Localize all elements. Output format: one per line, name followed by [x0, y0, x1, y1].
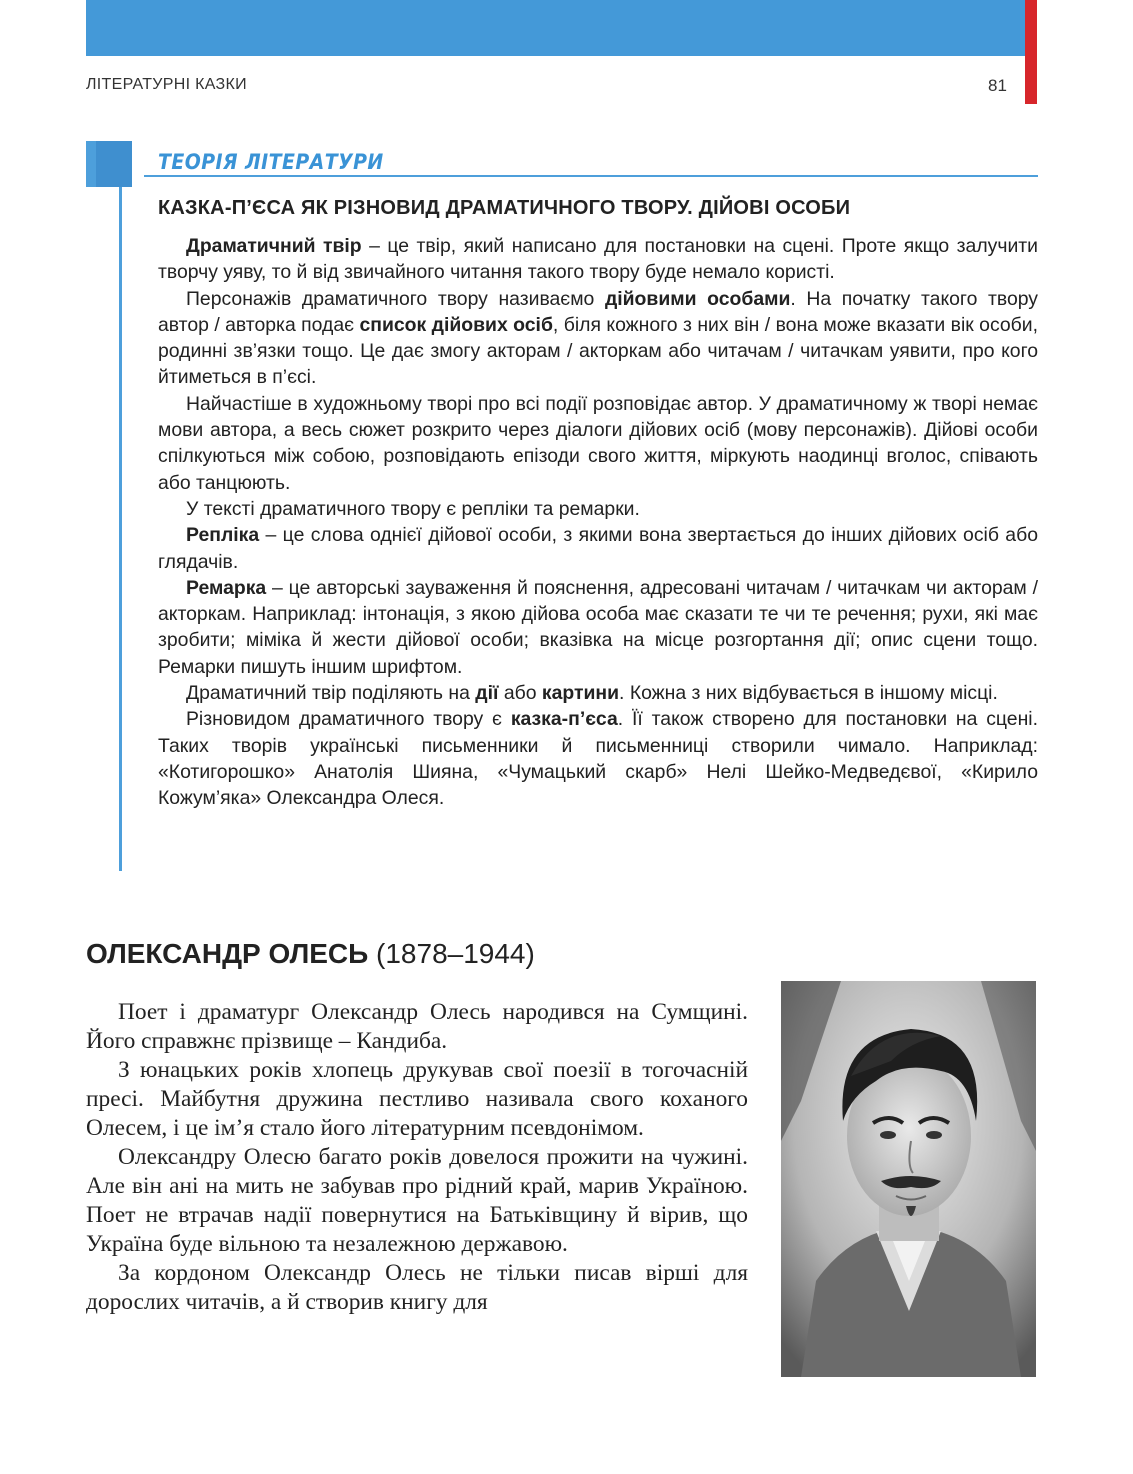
theory-side-rule	[119, 187, 122, 871]
bold-term: Ремарка	[186, 576, 267, 599]
bold-term: Драматичний твір	[186, 235, 362, 257]
theory-top-rule	[144, 175, 1038, 177]
paragraph	[158, 680, 1038, 706]
page-number: 81	[988, 76, 1007, 95]
paragraph	[158, 522, 1038, 575]
theory-heading: КАЗКА-П’ЄСА ЯК РІЗНОВИД ДРАМАТИЧНОГО ТВОРУ. ДІЙОВІ ОСОБИ	[158, 197, 851, 219]
text-run: або	[498, 682, 542, 705]
paragraph	[158, 575, 1038, 680]
paragraph: За кордоном Олександр Олесь не тільки писав вірші для дорослих читачів, а й створив книгу для	[86, 1260, 748, 1315]
author-heading	[86, 938, 535, 970]
bold-term: дії	[475, 682, 499, 705]
text-run: . Кожна з них відбувається в іншому місці.	[619, 682, 998, 705]
author-name: ОЛЕКСАНДР ОЛЕСЬ	[86, 938, 369, 969]
text-run: Найчастіше в художньому творі про всі події розповідає автор. У драматичному ж творі немає мови автора, а весь сюжет розкрито через діалоги дійових осіб (мову персонажів). Дійові особи спілкуються між собою, розповідають епізоди свого життя, міркують наодинці вголос, співають або танцюють.	[158, 392, 1038, 494]
paragraph: З юнацьких років хлопець друкував свої поезії в тогочасній пресі. Майбутня дружина пестливо називала свого коханого Олесем, і це ім’я стало його літературним псевдонімом.	[86, 1057, 748, 1141]
theory-body	[158, 233, 1038, 812]
text-run: Різновидом драматичного твору є	[186, 708, 511, 731]
paragraph	[158, 233, 1038, 286]
paragraph: Поет і драматург Олександр Олесь народився на Сумщині. Його справжнє прізвище – Кандиба.	[86, 999, 748, 1054]
text-run: У тексті драматичного твору є репліки та ремарки.	[186, 497, 640, 520]
paragraph	[158, 706, 1038, 811]
running-head: ЛІТЕРАТУРНІ КАЗКИ	[86, 76, 247, 93]
paragraph	[158, 496, 1038, 522]
theory-section-label: ТЕОРІЯ ЛІТЕРАТУРИ	[158, 150, 384, 174]
paragraph	[158, 391, 1038, 496]
text-run: Драматичний твір поділяють на	[186, 682, 476, 705]
paragraph: Олександру Олесю багато років довелося прожити на чужині. Але він ані на мить не забував про рідний край, марив Україною. Поет не втрачав надії повернутися на Батьківщину й вірив, що Україна буде вільною та незалежною державою.	[86, 1144, 748, 1257]
bold-term: картини	[541, 682, 620, 705]
text-run: , біля кожного з них він / вона може вказати вік особи, родинні зв’язки тощо. Це дає змогу акторам / акторкам або читачам / читачкам уявити, про кого йтиметься в п’єсі.	[158, 313, 1038, 389]
text-run: Персонажів драматичного твору називаємо	[186, 287, 605, 310]
bold-term: дійовими особами	[604, 287, 791, 310]
bold-term: список дійових осіб	[359, 313, 553, 336]
text-run: – це авторські зауваження й пояснення, адресовані читачам / читачкам чи акторам / акторкам. Наприклад: інтонація, з якою дійова особа має сказати те чи те речення; рухи, які має зробити; міміка й жести дійової особи; вказівка на місце розгортання дії; опис сцени тощо. Ремарки пишуть іншим шрифтом.	[158, 576, 1038, 678]
author-years: (1878–1944)	[376, 938, 535, 969]
page-edge-marker	[1025, 0, 1037, 104]
top-color-bar	[86, 0, 1025, 56]
text-run: . Її також створено для постановки на сцені. Таких творів українські письменники й письменниці створили чимало. Наприклад: «Котигорошко» Анатолія Шияна, «Чумацький скарб» Нелі Шейко-Медведєвої, «Кирило Кожум’яка» Олександра Олеся.	[158, 708, 1038, 810]
text-run: – це слова однієї дійової особи, з якими вона звертається до інших дійових осіб або глядачів.	[158, 524, 1038, 573]
author-biography	[86, 998, 748, 1317]
bold-term: казка-п’єса	[510, 708, 618, 731]
text-run: – це твір, який написано для постановки на сцені. Проте якщо залучити творчу уяву, то й від звичайного читання такого твору буде немало користі.	[158, 235, 1038, 284]
author-portrait	[781, 981, 1036, 1377]
text-run: . На початку такого твору автор / авторка подає	[158, 287, 1038, 336]
theory-marker-square-shade	[96, 141, 132, 187]
bold-term: Репліка	[186, 524, 260, 547]
paragraph	[158, 286, 1038, 391]
